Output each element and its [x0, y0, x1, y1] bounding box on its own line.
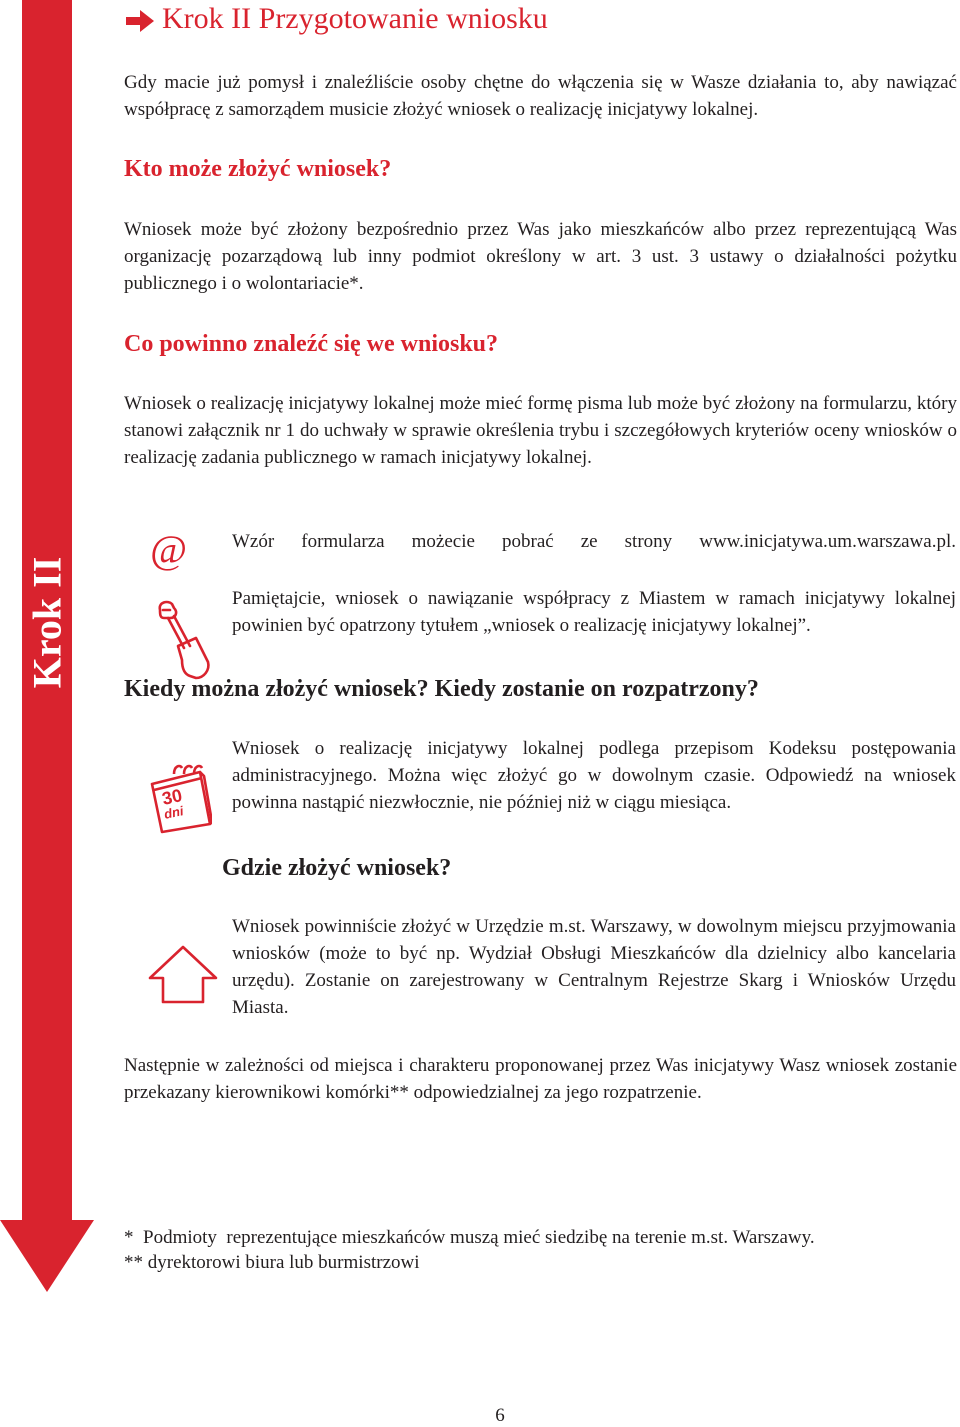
when-paragraph: Wniosek o realizację inicjatywy lokalnej podlega przepisom Kodeksu postępowania administracyjnego. Można więc złożyć go w dowolnym czasie. Odpowiedź na wniosek powinna nastąpić niezwłocznie, nie później niż w ciągu miesiąca.: [232, 738, 956, 813]
sidebar-step-label: Krok II: [24, 556, 70, 688]
house-icon: [147, 944, 219, 1006]
who-paragraph: Wniosek może być złożony bezpośrednio przez Was jako mieszkańców albo przez reprezentującą Was organizację pozarządową lub inny podmiot określony w art. 3 ust. 3 ustawy o działalności pożytku publicznego i o wolontariacie*.: [124, 219, 957, 294]
closing-paragraph: Następnie w zależności od miejsca i charakteru proponowanej przez Was inicjatywy Wasz wniosek zostanie przekazany kierownikowi komórki** odpowiedzialnej za jego rozpatrzenie.: [124, 1055, 957, 1103]
heading-when: Kiedy można złożyć wniosek? Kiedy zostanie on rozpatrzony?: [124, 676, 759, 702]
at-sign-icon: @: [150, 527, 187, 572]
footnote-1: * Podmioty reprezentujące mieszkańców muszą mieć siedzibę na terenie m.st. Warszawy.: [124, 1227, 815, 1248]
heading-where: Gdzie złożyć wniosek?: [222, 855, 452, 881]
where-paragraph: Wniosek powinniście złożyć w Urzędzie m.st. Warszawy, w dowolnym miejscu przyjmowania wniosków (może to być np. Wydział Obsługi Mieszkańców dla dzielnicy albo kancelaria urzędu). Zostanie on zarejestrowany w Centralnym Rejestrze Skarg i Wniosków Urzędu Miasta.: [232, 916, 956, 1018]
download-info: Wzór formularza możecie pobrać ze strony www.inicjatywa.um.warszawa.pl.: [232, 531, 956, 552]
footnote-2: ** dyrektorowi biura lub burmistrzowi: [124, 1252, 420, 1273]
what-paragraph: Wniosek o realizację inicjatywy lokalnej może mieć formę pisma lub może być złożony na formularzu, który stanowi załącznik nr 1 do uchwały w sprawie określenia trybu i szczegółowych kryteriów oceny wniosków o realizację zadania publicznego w ramach inicjatywy lokalnej.: [124, 393, 957, 468]
remember-note: Pamiętajcie, wniosek o nawiązanie współpracy z Miastem w ramach inicjatywy lokalnej powinien być opatrzony tytułem „wniosek o realizację inicjatywy lokalnej”.: [232, 588, 956, 636]
page-title: Krok II Przygotowanie wniosku: [162, 2, 548, 35]
heading-who: Kto może złożyć wniosek?: [124, 156, 392, 182]
heading-what: Co powinno znaleźć się we wniosku?: [124, 331, 499, 357]
calendar-unit: dni: [162, 803, 185, 822]
arrow-right-icon: [126, 10, 154, 32]
page-number: 6: [495, 1405, 505, 1426]
calendar-number: 30: [160, 785, 184, 809]
calendar-icon: [148, 762, 212, 834]
shovel-icon: [150, 600, 214, 682]
intro-paragraph: Gdy macie już pomysł i znaleźliście osoby chętne do włączenia się w Wasze działania to, aby nawiązać współpracę z samorządem musicie złożyć wniosek o realizację inicjatywy lokalnej.: [124, 72, 957, 120]
